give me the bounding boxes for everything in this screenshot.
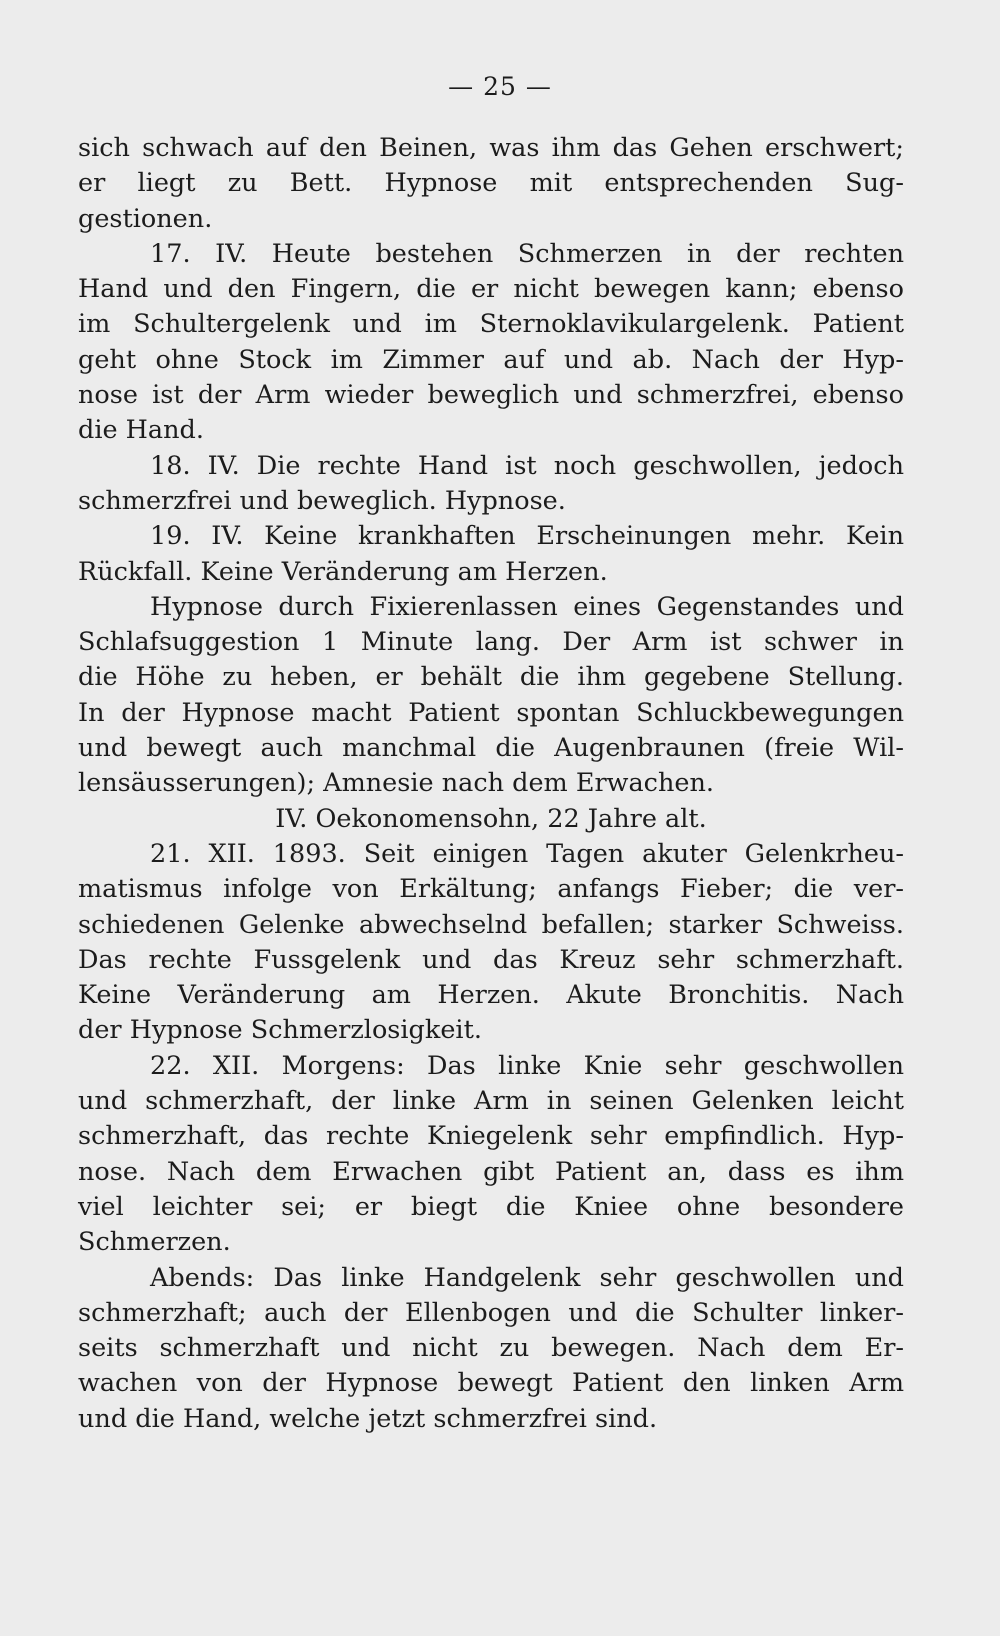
text-line: Schmerzen. <box>78 1227 231 1258</box>
text-line: 21. XII. 1893. Seit einigen Tagen akuter Gelenkrheu- <box>150 838 904 869</box>
text-line: nose. Nach dem Erwachen gibt Patient an, dass es ihm <box>78 1156 904 1187</box>
text-line: lensäusserungen); Amnesie nach dem Erwachen. <box>78 768 715 799</box>
text-line: sich schwach auf den Beinen, was ihm das Gehen erschwert; <box>78 133 904 163</box>
text-line: schmerzfrei und beweglich. Hypnose. <box>78 485 566 516</box>
text-line: IV. Oekonomensohn, 22 Jahre alt. <box>275 803 707 834</box>
text-line: und bewegt auch manchmal die Augenbraunen (freie Wil- <box>78 733 904 764</box>
text-line: Abends: Das linke Handgelenk sehr geschwollen und <box>150 1262 904 1293</box>
text-line: und schmerzhaft, der linke Arm in seinen Gelenken leicht <box>78 1086 904 1117</box>
text-line: gestionen. <box>78 203 213 234</box>
text-line: und die Hand, welche jetzt schmerzfrei sind. <box>78 1403 658 1434</box>
text-line: seits schmerzhaft und nicht zu bewegen. Nach dem Er- <box>78 1333 904 1364</box>
text-line: Schlafsuggestion 1 Minute lang. Der Arm ist schwer in <box>78 627 904 658</box>
text-line: Rückfall. Keine Veränderung am Herzen. <box>78 556 608 587</box>
text-line: geht ohne Stock im Zimmer auf und ab. Nach der Hyp- <box>78 344 904 375</box>
page-number: — 25 — <box>448 72 552 101</box>
text-line: viel leichter sei; er biegt die Kniee ohne besondere <box>78 1191 904 1222</box>
text-line: wachen von der Hypnose bewegt Patient den linken Arm <box>78 1368 904 1399</box>
text-line: schiedenen Gelenke abwechselnd befallen; starker Schweiss. <box>78 909 904 940</box>
text-line: 17. IV. Heute bestehen Schmerzen in der rechten <box>150 238 904 269</box>
text-line: die Hand. <box>78 415 204 446</box>
text-line: nose ist der Arm wieder beweglich und schmerzfrei, ebenso <box>78 380 904 411</box>
body-text <box>78 131 904 1437</box>
text-line: schmerzhaft, das rechte Kniegelenk sehr empfindlich. Hyp- <box>78 1121 904 1152</box>
text-line: Das rechte Fussgelenk und das Kreuz sehr schmerzhaft. <box>78 944 904 975</box>
text-line: 19. IV. Keine krankhaften Erscheinungen mehr. Kein <box>150 521 904 552</box>
text-line: matismus infolge von Erkältung; anfangs Fieber; die ver- <box>78 874 904 905</box>
text-line: Keine Veränderung am Herzen. Akute Bronchitis. Nach <box>78 980 904 1011</box>
text-line: die Höhe zu heben, er behält die ihm gegebene Stellung. <box>78 662 904 693</box>
text-line: Hypnose durch Fixierenlassen eines Gegenstandes und <box>150 591 904 622</box>
text-line: er liegt zu Bett. Hypnose mit entsprechenden Sug- <box>78 168 904 199</box>
text-line: im Schultergelenk und im Sternoklavikulargelenk. Patient <box>78 309 904 340</box>
text-line: 18. IV. Die rechte Hand ist noch geschwollen, jedoch <box>150 450 904 481</box>
text-line: Hand und den Fingern, die er nicht bewegen kann; ebenso <box>78 274 904 305</box>
text-line: In der Hypnose macht Patient spontan Schluckbewegungen <box>78 697 904 728</box>
text-line: schmerzhaft; auch der Ellenbogen und die Schulter linker- <box>78 1297 904 1328</box>
text-line: der Hypnose Schmerzlosigkeit. <box>78 1015 482 1046</box>
text-line: 22. XII. Morgens: Das linke Knie sehr geschwollen <box>150 1050 904 1081</box>
